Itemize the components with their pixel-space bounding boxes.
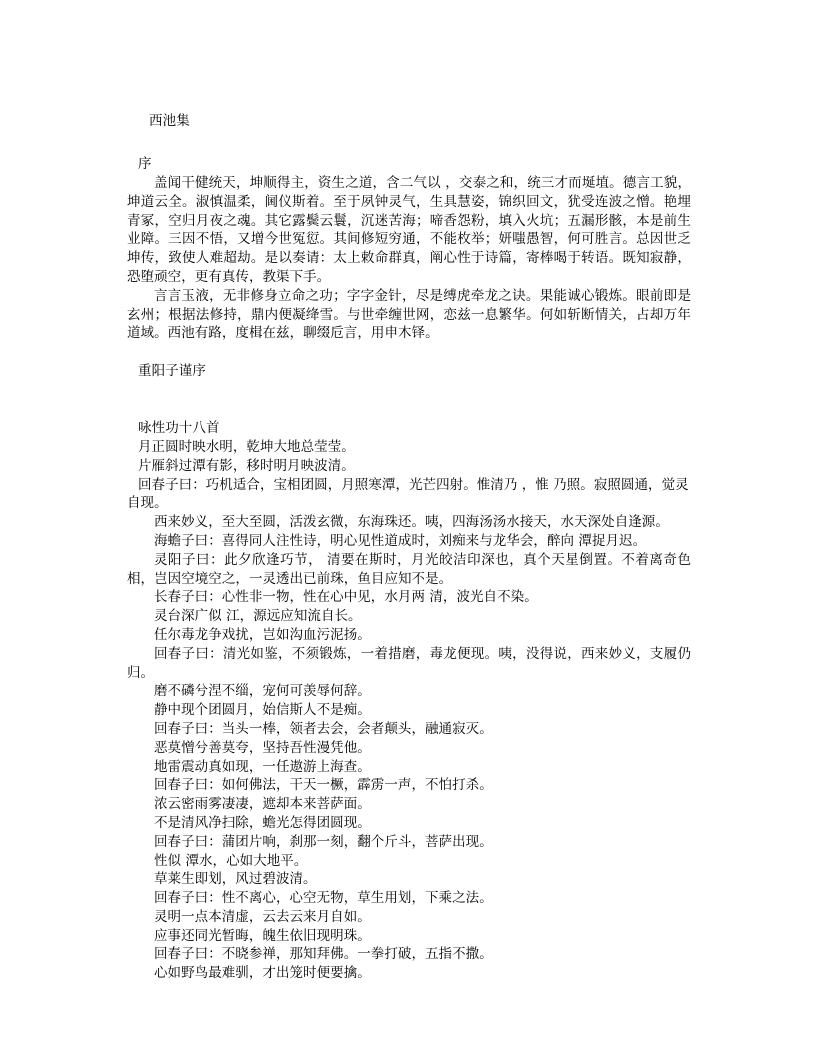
preface-signature: 重阳子谨序 <box>138 363 206 380</box>
verse-title: 咏性功十八首 <box>138 420 220 437</box>
verse-line: 海蟾子曰：喜得同人注性诗，明心见性道成时，刘痴来与龙华会，醉向 潭捉月迟。 <box>154 532 647 549</box>
verse-line: 回春子曰：蒲团片响，刹那一刻，翻个斤斗，菩萨出现。 <box>154 833 493 850</box>
verse-line: 灵阳子曰：此夕欣逢巧节， 清要在斯时，月光皎洁印深也，真个天星倒置。不着离奇色相，岂因空境空之，一灵透出已前珠，鱼目应知不是。 <box>127 551 691 587</box>
preface-heading: 序 <box>138 156 152 172</box>
verse-line: 灵明一点本清虚，云去云来月自如。 <box>154 908 371 925</box>
verse-line: 西来妙义，至大至圆，活泼玄微，东海珠还。咦，四海汤汤水接天，水天深处自逢源。 <box>154 514 669 531</box>
verse-line: 恶莫憎兮善莫夸，坚持吾性漫凭他。 <box>154 739 371 756</box>
verse-line: 任尔毒龙争戏扰，岂如沟血污泥扬。 <box>154 626 371 643</box>
verse-line: 心如野鸟最难驯，才出笼时便要擒。 <box>154 965 371 982</box>
verse-line: 性似 潭水，心如大地平。 <box>154 852 308 869</box>
document-title: 西池集 <box>149 113 190 129</box>
verse-line: 不是清风净扫除，蟾光怎得团圆现。 <box>154 814 371 831</box>
verse-line: 地雷震动真如现，一任遨游上海查。 <box>154 758 371 775</box>
verse-line: 回春子曰：不晓参禅，那知拜佛。一拳打破，五指不撒。 <box>154 946 493 963</box>
verse-line: 片雁斜过潭有影，移时明月映波清。 <box>138 457 355 474</box>
preface-paragraph-1: 盖闻干健统天，坤顺得主，资生之道，含二气以 ，交泰之和，统三才而埏埴。德言工貌，坤道云全。淑慎温柔，阃仪斯着。至于夙钟灵气，生具慧姿，锦织回文，犹受连波之憎。艳埋青冢，空归月夜之魂。其它露鬓云鬟，沉迷苦海；啼香怨粉，填入火坑；五漏形骸，本是前生业障。三因不悟，又增今世冤愆。其间修短穷通，不能枚举；妍嗤愚智，何可胜言。总因世乏坤传，致使人难超劫。是以奏请：太上敕命群真，阐心性于诗篇，寄棒喝于转语。既知寂静，恐堕顽空，更有真传，教渠下手。 <box>127 175 691 285</box>
spacer <box>127 131 691 155</box>
verse-line: 浓云密雨雾凄凄，遮却本来菩萨面。 <box>154 796 371 813</box>
document-body <box>127 112 691 983</box>
verse-line: 灵台深广似 江，源远应知流自长。 <box>154 608 362 625</box>
verse-line: 应事还同光暂晦，魄生依旧现明珠。 <box>154 927 371 944</box>
spacer <box>127 343 691 362</box>
verse-line: 长春子曰：心性非一物，性在心中见，水月两 清，波光自不染。 <box>154 589 538 606</box>
verse-line: 回春子曰：巧机适合，宝相团圆，月照寒潭，光芒四射。惟清乃 ，惟 乃照。寂照圆通，觉灵自现。 <box>127 476 689 512</box>
verse-line: 磨不磷兮涅不缁，宠何可羡辱何辞。 <box>154 683 371 700</box>
verse-line: 回春子曰：如何佛法，干天一橛，霹雳一声，不怕打杀。 <box>154 777 493 794</box>
verse-line: 回春子曰：当头一棒，领者去会，会者颠头，融通寂灭。 <box>154 720 493 737</box>
verse-line: 回春子曰：清光如鉴，不须锻炼，一着措磨，毒龙便现。咦，没得说，西来妙义，支履仍归。 <box>127 645 691 681</box>
verse-line: 草莱生即划，风过碧波清。 <box>154 871 317 888</box>
verse-line: 静中现个团圆月，始信斯人不是痴。 <box>154 702 371 719</box>
verse-line: 月正圆时映水明，乾坤大地总莹莹。 <box>138 438 355 455</box>
preface-paragraph-2: 言言玉液，无非修身立命之功；字字金针，尽是缚虎牵龙之诀。果能诚心锻炼。眼前即是玄州；根据法修持，鼎内便凝绛雪。与世牵缠世网，恋兹一息繁华。何如斩断情关，占却万年道域。西池有路，度楫在兹，聊缀卮言，用申木铎。 <box>127 287 691 342</box>
spacer <box>127 381 691 419</box>
verse-line-list <box>127 438 691 983</box>
verse-line: 回春子曰：性不离心，心空无物，草生用划，下乘之法。 <box>154 890 493 907</box>
